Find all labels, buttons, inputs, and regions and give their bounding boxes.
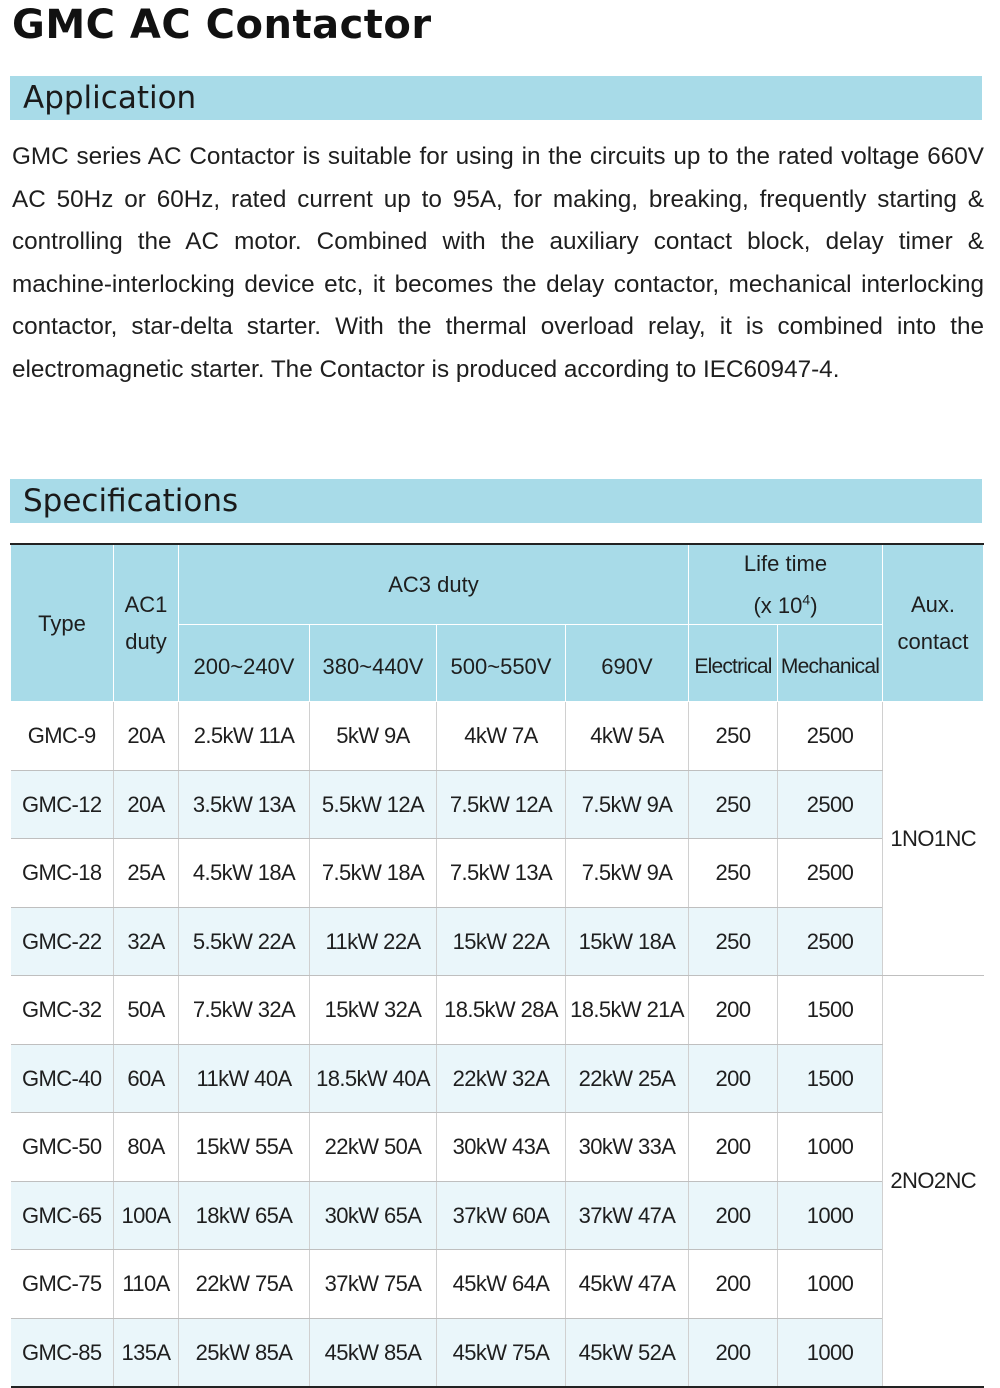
header-voltage-380-440: 380~440V <box>310 625 437 702</box>
table-row <box>11 1318 984 1387</box>
cell-life-electrical: 250 <box>689 839 778 908</box>
cell-ac1: 110A <box>114 1250 179 1319</box>
cell-ac3-500-550v: 15kW 22A <box>437 907 566 976</box>
header-type: Type <box>11 544 114 702</box>
cell-ac3-690v: 7.5kW 9A <box>566 770 689 839</box>
cell-ac3-200-240v: 3.5kW 13A <box>179 770 310 839</box>
cell-ac3-500-550v: 30kW 43A <box>437 1113 566 1182</box>
cell-type: GMC-9 <box>11 702 114 771</box>
specifications-table-body <box>11 702 984 1388</box>
cell-ac3-380-440v: 22kW 50A <box>310 1113 437 1182</box>
header-life-line1: Life time <box>743 551 828 576</box>
cell-ac3-690v: 15kW 18A <box>566 907 689 976</box>
cell-ac3-380-440v: 7.5kW 18A <box>310 839 437 908</box>
application-heading: Application <box>23 80 197 116</box>
specifications-table <box>10 543 984 1388</box>
cell-life-electrical: 200 <box>689 976 778 1045</box>
header-aux-line1: Aux. <box>910 592 956 618</box>
header-mechanical: Mechanical <box>778 625 883 702</box>
cell-ac1: 25A <box>114 839 179 908</box>
cell-ac3-380-440v: 5.5kW 12A <box>310 770 437 839</box>
cell-ac3-200-240v: 7.5kW 32A <box>179 976 310 1045</box>
cell-life-electrical: 200 <box>689 1181 778 1250</box>
cell-ac1: 32A <box>114 907 179 976</box>
cell-ac3-500-550v: 22kW 32A <box>437 1044 566 1113</box>
cell-ac3-380-440v: 18.5kW 40A <box>310 1044 437 1113</box>
header-electrical: Electrical <box>689 625 778 702</box>
cell-life-mechanical: 1000 <box>778 1250 883 1319</box>
cell-life-mechanical: 2500 <box>778 702 883 771</box>
cell-life-mechanical: 1500 <box>778 976 883 1045</box>
cell-life-electrical: 200 <box>689 1044 778 1113</box>
table-row <box>11 1181 984 1250</box>
header-ac1-line1: AC1 <box>124 592 168 618</box>
cell-aux-contact: 2NO2NC <box>883 976 984 1388</box>
cell-ac3-200-240v: 2.5kW 11A <box>179 702 310 771</box>
cell-type: GMC-18 <box>11 839 114 908</box>
cell-ac3-500-550v: 18.5kW 28A <box>437 976 566 1045</box>
table-row <box>11 702 984 771</box>
cell-life-mechanical: 2500 <box>778 839 883 908</box>
specifications-section-header <box>10 479 982 523</box>
cell-life-electrical: 200 <box>689 1318 778 1387</box>
header-voltage-690: 690V <box>566 625 689 702</box>
cell-ac3-690v: 45kW 52A <box>566 1318 689 1387</box>
cell-ac3-200-240v: 5.5kW 22A <box>179 907 310 976</box>
table-row <box>11 907 984 976</box>
cell-type: GMC-85 <box>11 1318 114 1387</box>
cell-ac3-380-440v: 37kW 75A <box>310 1250 437 1319</box>
cell-type: GMC-75 <box>11 1250 114 1319</box>
cell-ac3-380-440v: 5kW 9A <box>310 702 437 771</box>
cell-type: GMC-22 <box>11 907 114 976</box>
application-description: GMC series AC Contactor is suitable for using in the circuits up to the rated voltage 660V AC 50Hz or 60Hz, rated current up to 95A, for making, breaking, frequently starting & controlling the AC motor. Combined with the auxiliary contact block, delay timer & machine-interlocking device etc, it becomes the delay contactor, mechanical interlocking contactor, star-delta starter. With the thermal overload relay, it is combined into the electromagnetic starter. The Contactor is produced according to IEC60947-4. <box>12 143 984 383</box>
cell-ac3-200-240v: 22kW 75A <box>179 1250 310 1319</box>
cell-ac1: 20A <box>114 702 179 771</box>
cell-life-mechanical: 1000 <box>778 1113 883 1182</box>
cell-ac3-200-240v: 15kW 55A <box>179 1113 310 1182</box>
table-row <box>11 1113 984 1182</box>
table-row <box>11 770 984 839</box>
cell-life-mechanical: 1500 <box>778 1044 883 1113</box>
cell-type: GMC-40 <box>11 1044 114 1113</box>
cell-ac3-690v: 22kW 25A <box>566 1044 689 1113</box>
cell-ac3-200-240v: 25kW 85A <box>179 1318 310 1387</box>
cell-ac3-500-550v: 7.5kW 13A <box>437 839 566 908</box>
cell-ac3-380-440v: 15kW 32A <box>310 976 437 1045</box>
header-life-line2: (x $10^4$) <box>753 592 818 619</box>
cell-ac1: 135A <box>114 1318 179 1387</box>
cell-life-mechanical: 2500 <box>778 907 883 976</box>
table-row <box>11 1044 984 1113</box>
cell-life-electrical: 250 <box>689 907 778 976</box>
header-aux-contact <box>883 544 984 702</box>
cell-type: GMC-12 <box>11 770 114 839</box>
cell-type: GMC-65 <box>11 1181 114 1250</box>
cell-life-electrical: 250 <box>689 702 778 771</box>
cell-ac1: 50A <box>114 976 179 1045</box>
cell-life-electrical: 200 <box>689 1250 778 1319</box>
header-voltage-200-240: 200~240V <box>179 625 310 702</box>
cell-ac3-690v: 30kW 33A <box>566 1113 689 1182</box>
cell-type: GMC-50 <box>11 1113 114 1182</box>
header-voltage-500-550: 500~550V <box>437 625 566 702</box>
cell-ac3-500-550v: 4kW 7A <box>437 702 566 771</box>
cell-ac3-690v: 18.5kW 21A <box>566 976 689 1045</box>
header-ac1-line2: duty <box>125 629 167 655</box>
cell-ac3-500-550v: 45kW 64A <box>437 1250 566 1319</box>
cell-life-electrical: 250 <box>689 770 778 839</box>
cell-ac3-380-440v: 11kW 22A <box>310 907 437 976</box>
cell-ac1: 80A <box>114 1113 179 1182</box>
cell-life-mechanical: 2500 <box>778 770 883 839</box>
cell-life-mechanical: 1000 <box>778 1318 883 1387</box>
cell-life-electrical: 200 <box>689 1113 778 1182</box>
header-ac3-duty: AC3 duty <box>179 544 689 625</box>
cell-life-mechanical: 1000 <box>778 1181 883 1250</box>
cell-ac3-500-550v: 37kW 60A <box>437 1181 566 1250</box>
table-row <box>11 1250 984 1319</box>
cell-ac3-200-240v: 11kW 40A <box>179 1044 310 1113</box>
cell-ac3-500-550v: 7.5kW 12A <box>437 770 566 839</box>
cell-ac3-200-240v: 18kW 65A <box>179 1181 310 1250</box>
cell-ac3-690v: 4kW 5A <box>566 702 689 771</box>
cell-ac3-380-440v: 30kW 65A <box>310 1181 437 1250</box>
specifications-heading: Specifications <box>23 483 239 519</box>
cell-ac3-200-240v: 4.5kW 18A <box>179 839 310 908</box>
table-row <box>11 839 984 908</box>
header-aux-line2: contact <box>897 629 969 655</box>
cell-ac3-690v: 37kW 47A <box>566 1181 689 1250</box>
header-ac1-duty <box>114 544 179 702</box>
page-title: GMC AC Contactor <box>12 2 432 48</box>
application-section-header <box>10 76 982 120</box>
table-row <box>11 976 984 1045</box>
cell-ac1: 100A <box>114 1181 179 1250</box>
cell-aux-contact: 1NO1NC <box>883 702 984 976</box>
cell-ac1: 20A <box>114 770 179 839</box>
cell-ac3-500-550v: 45kW 75A <box>437 1318 566 1387</box>
cell-type: GMC-32 <box>11 976 114 1045</box>
cell-ac1: 60A <box>114 1044 179 1113</box>
cell-ac3-380-440v: 45kW 85A <box>310 1318 437 1387</box>
cell-ac3-690v: 7.5kW 9A <box>566 839 689 908</box>
header-life-time <box>689 544 883 625</box>
cell-ac3-690v: 45kW 47A <box>566 1250 689 1319</box>
